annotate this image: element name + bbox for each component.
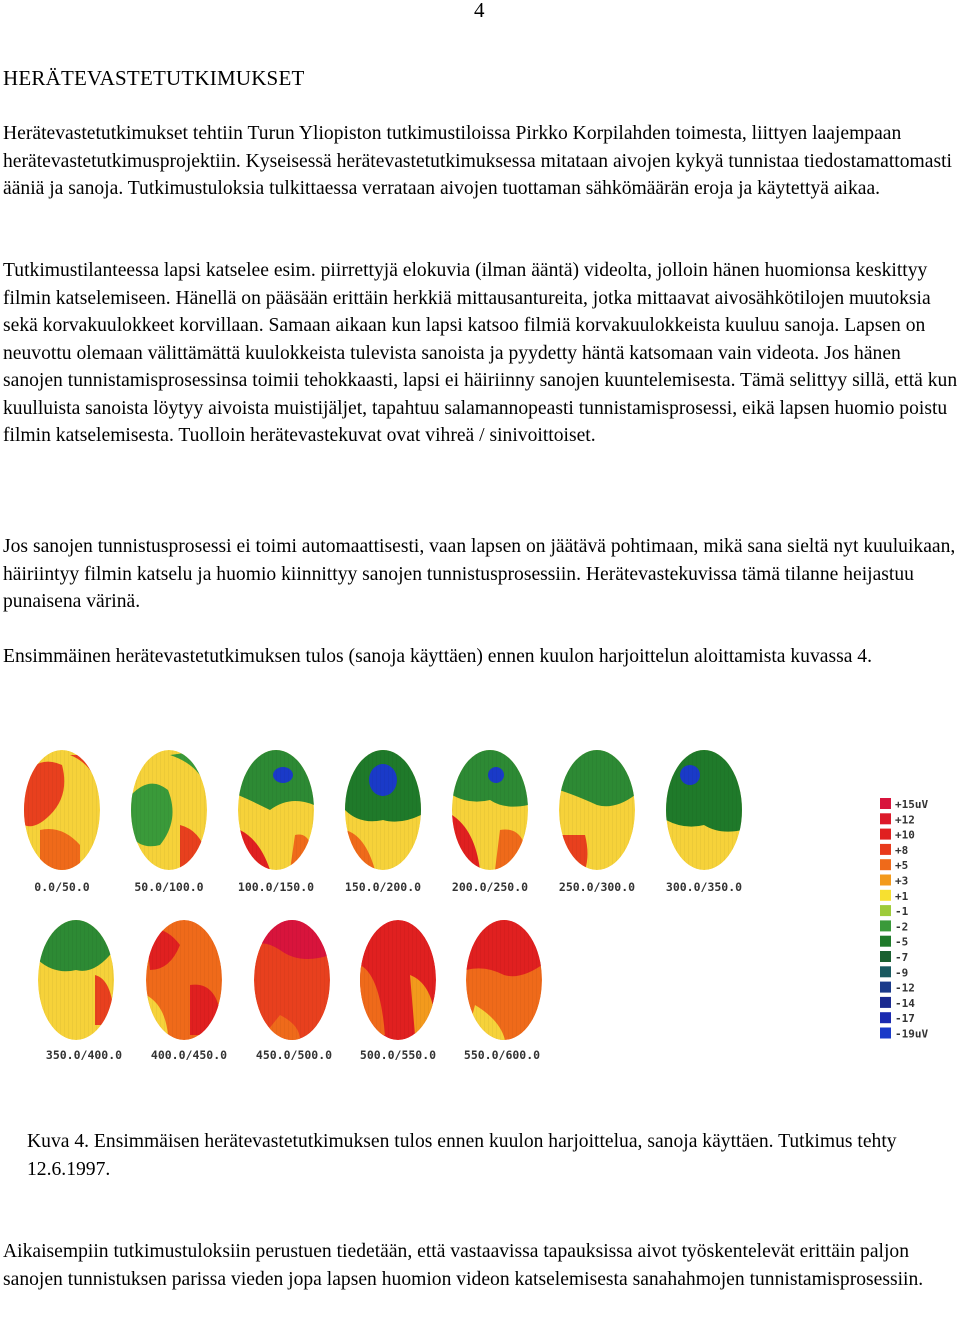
brain-map-100-150 xyxy=(230,745,320,875)
legend-swatch xyxy=(880,813,891,824)
brain-map-400-450 xyxy=(140,915,230,1045)
time-label-450-500: 450.0/500.0 xyxy=(255,1048,333,1062)
erp-brain-map-figure xyxy=(0,735,960,1075)
page-heading: HERÄTEVASTETUTKIMUKSET xyxy=(3,66,305,90)
legend-label: +12 xyxy=(895,813,915,827)
brain-map-300-350 xyxy=(660,745,750,875)
time-label-300-350: 300.0/350.0 xyxy=(665,880,743,894)
paragraph-conclusion: Aikaisempiin tutkimustuloksiin perustuen tiedetään, että vastaavissa tapauksissa aivot työskentelevät erittäin paljon sanojen tunnistuksen parissa vieden jopa lapsen huomion videon katselemisesta sanahahmojen tunnistamisprosessiin. xyxy=(3,1241,924,1290)
paragraph-intro: Herätevastetutkimukset tehtiin Turun Yliopiston tutkimustiloissa Pirkko Korpilahden toimesta, liittyen laajempaan herätevastetutkimusprojektiin. Kyseisessä herätevastetutkimuksessa mitataan aivojen kykyä tunnistaa tiedostamattomasti ääniä ja sanoja. Tutkimustuloksia tulkittaessa verrataan aivojen tuottaman sähkömäärän eroja ja käytettyä aikaa. xyxy=(3,123,952,199)
legend-swatch xyxy=(880,859,891,870)
legend-swatch xyxy=(880,1012,891,1023)
legend-label: +3 xyxy=(895,874,909,888)
legend-label: -12 xyxy=(895,981,915,995)
time-label-550-600: 550.0/600.0 xyxy=(463,1048,541,1062)
legend-swatch xyxy=(880,966,891,977)
legend-label: +1 xyxy=(895,889,909,903)
time-label-50-100: 50.0/100.0 xyxy=(134,880,204,894)
legend-label: -5 xyxy=(895,935,909,949)
legend-label: +10 xyxy=(895,828,915,842)
figure-caption: Kuva 4. Ensimmäisen herätevastetutkimuksen tulos ennen kuulon harjoittelua, sanoja käyttäen. Tutkimus tehty 12.6.1997. xyxy=(27,1131,897,1180)
brain-map-500-550 xyxy=(355,915,445,1045)
brain-map-450-500 xyxy=(250,915,340,1045)
time-label-500-550: 500.0/550.0 xyxy=(359,1048,437,1062)
brain-map-150-200 xyxy=(340,745,430,875)
time-label-150-200: 150.0/200.0 xyxy=(344,880,422,894)
brain-map-50-100 xyxy=(125,745,215,875)
time-label-350-400: 350.0/400.0 xyxy=(45,1048,123,1062)
legend-label: +8 xyxy=(895,843,909,857)
time-label-400-450: 400.0/450.0 xyxy=(150,1048,228,1062)
legend-swatch xyxy=(880,951,891,962)
legend-swatch xyxy=(880,982,891,993)
legend-swatch xyxy=(880,920,891,931)
legend-swatch xyxy=(880,798,891,809)
legend-label: -2 xyxy=(895,920,909,934)
legend-swatch xyxy=(880,844,891,855)
paragraph-test-setup: Tutkimustilanteessa lapsi katselee esim. piirrettyjä elokuvia (ilman ääntä) videolta, jolloin hänen huomionsa keskittyy filmin katselemiseen. Hänellä on pääsään erittäin herkkiä mittausantureita, jotka mittaavat aivosähkötilojen muutoksia sekä korvakuulokkeet korvillaan. Samaan aikaan kun lapsi katsoo filmiä korvakuulokkeista kuuluu sanoja. Lapsen on neuvottu olemaan välittämättä kuulokkeista tulevista sanoista ja pyydetty häntä katsomaan vain videota. Jos hänen sanojen tunnistamisprosessinsa toimii tehokkaasti, lapsi ei häiriinny sanojen kuuntelemisesta. Tämä selittyy sillä, että kun kuulluista sanoista löytyy aivoista muistijäljet, tapahtuu salamannopeasti tunnistamisprosessi, eikä lapsen huomio poistu filmin katselemisesta. Tuolloin herätevastekuvat ovat vihreä / sinivoittoiset. xyxy=(3,260,958,446)
legend-label: +5 xyxy=(895,859,909,873)
legend-label: -19uV xyxy=(895,1027,929,1041)
legend-label: -9 xyxy=(895,966,909,980)
brain-map-350-400 xyxy=(30,915,120,1045)
brain-map-200-250 xyxy=(445,745,535,875)
voltage-legend xyxy=(880,798,928,1041)
legend-label: -14 xyxy=(895,996,915,1010)
legend-swatch xyxy=(880,890,891,901)
legend-swatch xyxy=(880,997,891,1008)
legend-swatch xyxy=(880,829,891,840)
paragraph-recognition: Jos sanojen tunnistusprosessi ei toimi automaattisesti, vaan lapsen on jäätävä pohtimaan, mikä sana sieltä nyt kuuluikaan, häiriintyy filmin katselu ja huomio kiinnittyy sanojen tunnistusprosessiin. Herätevastekuvissa tämä tilanne heijastuu punaisena värinä. xyxy=(3,536,956,612)
legend-swatch xyxy=(880,1028,891,1039)
paragraph-figure-intro: Ensimmäinen herätevastetutkimuksen tulos (sanoja käyttäen) ennen kuulon harjoittelun aloittamista kuvassa 4. xyxy=(3,646,872,667)
brain-map-550-600 xyxy=(460,915,550,1045)
page-number: 4 xyxy=(474,0,485,22)
legend-label: +15uV xyxy=(895,798,929,811)
legend-swatch xyxy=(880,875,891,886)
brain-map-svg xyxy=(0,735,960,1075)
legend-swatch xyxy=(880,905,891,916)
time-label-100-150: 100.0/150.0 xyxy=(237,880,315,894)
legend-swatch xyxy=(880,936,891,947)
brain-map-0-50 xyxy=(20,745,110,875)
legend-label: -1 xyxy=(895,905,909,919)
legend-label: -17 xyxy=(895,1012,915,1026)
legend-label: -7 xyxy=(895,951,909,964)
time-label-0-50: 0.0/50.0 xyxy=(34,880,90,894)
brain-map-250-300 xyxy=(555,745,645,875)
time-label-200-250: 200.0/250.0 xyxy=(451,880,529,894)
time-label-250-300: 250.0/300.0 xyxy=(558,880,636,894)
